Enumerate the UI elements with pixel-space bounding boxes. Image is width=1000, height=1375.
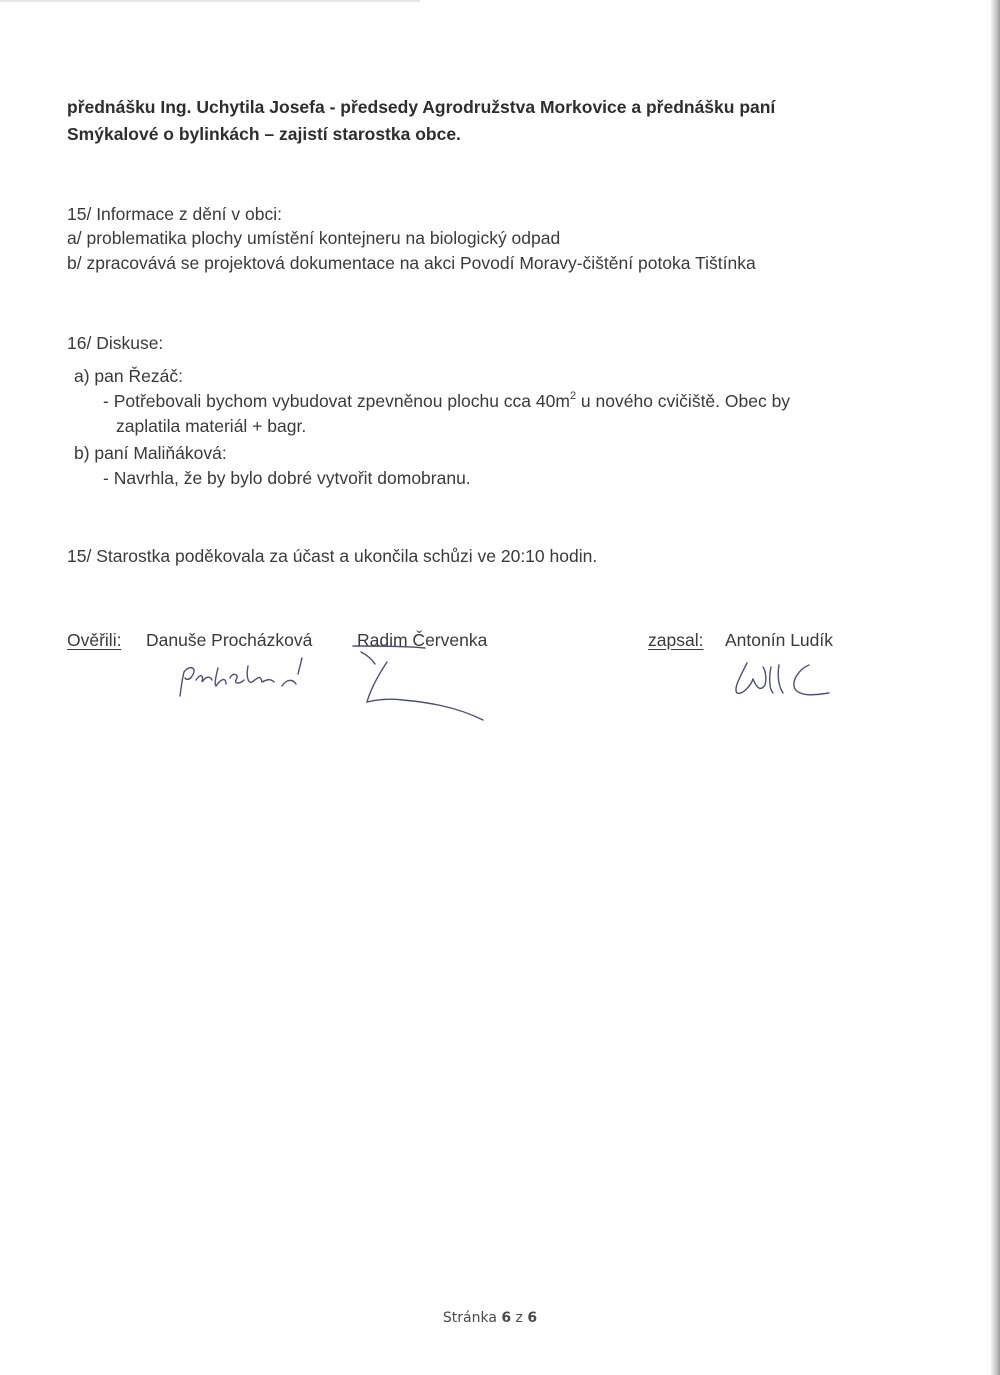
closing-statement: 15/ Starostka poděkovala za účast a ukončila schůzi ve 20:10 hodin. xyxy=(67,546,598,566)
discussion-b-text: - Navrhla, že by bylo dobré vytvořit domobranu. xyxy=(103,468,471,488)
recorder-name: Antonín Ludík xyxy=(725,630,833,650)
section-15-item-b: b/ zpracovává se projektová dokumentace na akci Povodí Moravy-čištění potoka Tištínka xyxy=(67,253,756,273)
intro-line-1: přednášku Ing. Uchytila Josefa - předsedy Agrodružstva Morkovice a přednášku paní xyxy=(67,97,776,117)
discussion-a-label: a) pan Řezáč: xyxy=(74,366,183,386)
page-total: 6 xyxy=(527,1310,538,1326)
discussion-b-label: b) paní Maliňáková: xyxy=(74,443,227,463)
superscript-2: 2 xyxy=(569,390,577,403)
section-16-heading: 16/ Diskuse: xyxy=(67,333,164,353)
section-15-heading: 15/ Informace z dění v obci: xyxy=(67,204,282,224)
page-footer: Stránka 6 z 6 xyxy=(442,1310,538,1326)
signature-cervenka xyxy=(345,640,495,725)
intro-line-2: Smýkalové o bylinkách – zajistí starostka obce. xyxy=(67,124,461,144)
signature-ludik xyxy=(725,655,835,705)
signature-prochazkova xyxy=(170,650,320,700)
scan-top-line xyxy=(0,0,420,2)
scan-right-edge xyxy=(991,0,1000,1375)
section-15-item-a: a/ problematika plochy umístění kontejneru na biologický odpad xyxy=(67,228,561,248)
recorded-label: zapsal: xyxy=(648,630,704,650)
discussion-a-text: - Potřebovali bychom vybudovat zpevněnou plochu cca $40m^2$ u nového cvičiště. Obec by xyxy=(103,390,791,411)
verified-label: Ověřili: xyxy=(67,630,122,650)
verifier-1-name: Danuše Procházková xyxy=(146,630,313,650)
verifier-2-name: Radim Červenka xyxy=(357,630,488,650)
discussion-a-text-line-2: zaplatila materiál + bagr. xyxy=(116,416,307,436)
page-current: 6 xyxy=(501,1310,512,1326)
